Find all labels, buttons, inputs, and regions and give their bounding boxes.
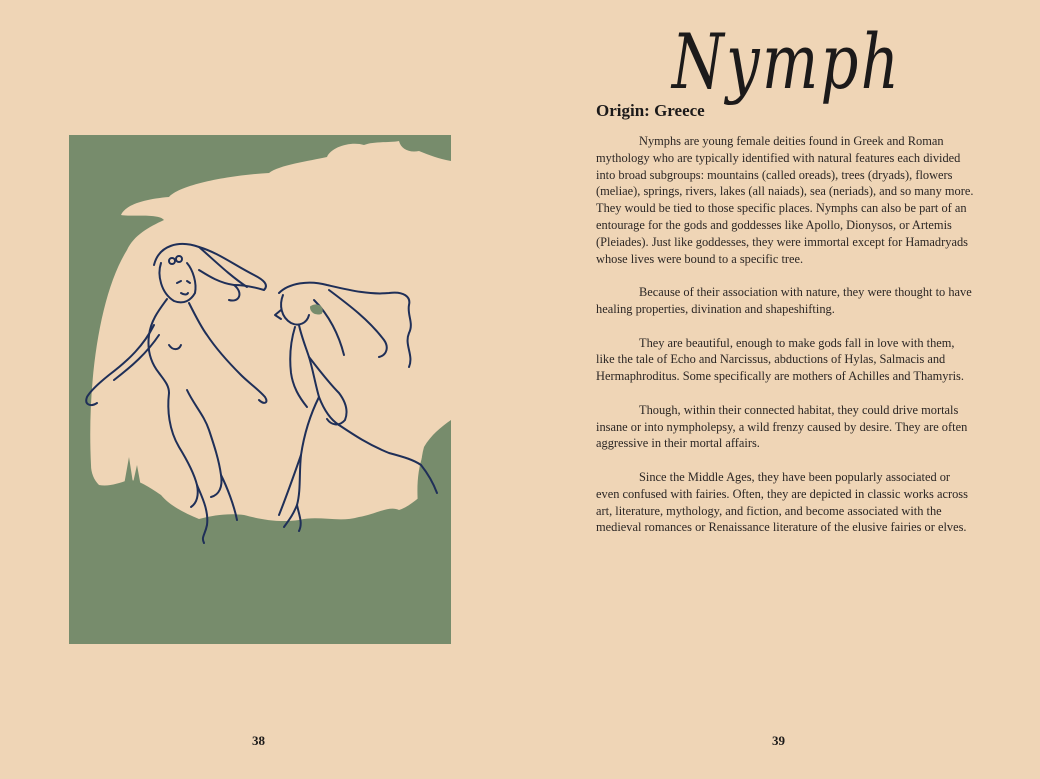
origin-heading: Origin: Greece — [596, 101, 705, 120]
page-title: Nymph — [671, 17, 902, 106]
paragraph-3: They are beautiful, enough to make gods fall in love with them, like the tale of Echo and Narcissus, abductions of Hylas, Salmacis and Hermaphroditus. Some specifically are mothers of Achilles and Thamyris. — [596, 335, 964, 384]
page-number-left: 38 — [252, 733, 265, 748]
nymph-illustration — [69, 135, 451, 644]
paragraph-5: Since the Middle Ages, they have been popularly associated or even confused with fairies. Often, they are depicted in classic works across art, literature, mythology, and fiction, and become associated with the medieval romances or Renaissance literature of the elusive fairies or elves. — [596, 469, 968, 535]
article-body — [596, 133, 976, 553]
paragraph-4: Though, within their connected habitat, they could drive mortals insane or into nympholepsy, a wild frenzy caused by desire. They are often aggressive in their mortal affairs. — [596, 402, 968, 451]
paragraph-1: Nymphs are young female deities found in Greek and Roman mythology who are typically identified with natural features each divided into broad subgroups: mountains (called oreads), trees (dryads), flowers (meliae), springs, rivers, lakes (all naiads), sea (neriads), and so many more. They would be tied to those specific places. Nymphs can also be part of an entourage for the gods and goddesses like Apollo, Dionysos, or Artemis (Pleiades). Just like goddesses, they were immortal except for Hamadryads whose lives were bound to a specific tree. — [596, 134, 974, 266]
page-number-right: 39 — [772, 733, 785, 748]
paragraph-2: Because of their association with nature, they were thought to have healing properties, divination and shapeshifting. — [596, 285, 972, 316]
